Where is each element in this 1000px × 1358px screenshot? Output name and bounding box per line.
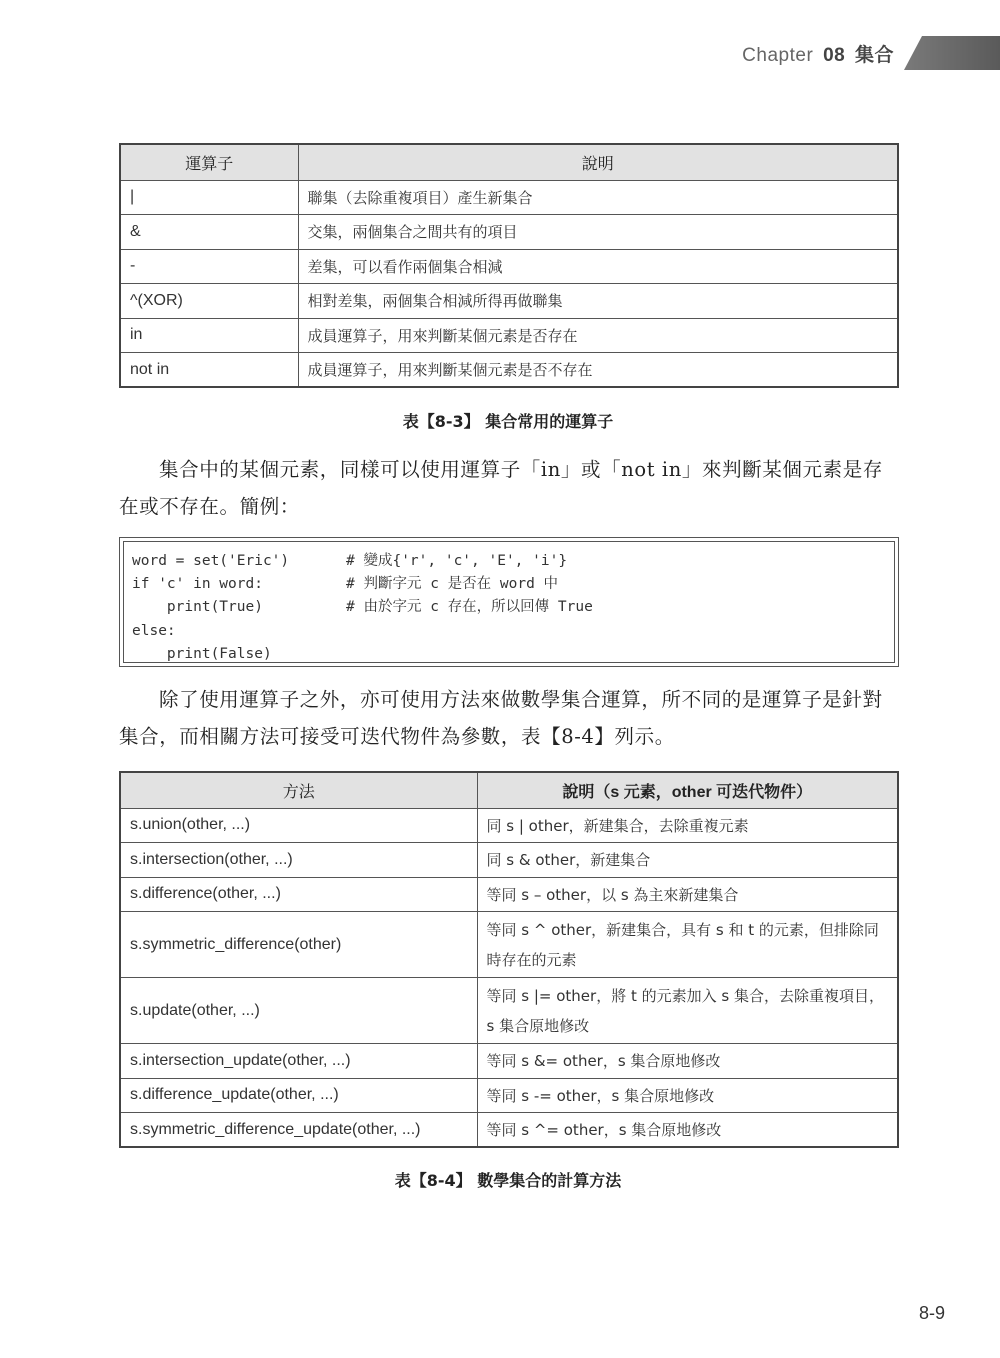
table-row: [120, 978, 898, 1044]
table-header-row: [120, 144, 898, 180]
methods-table: [119, 771, 899, 1148]
table-row: [120, 249, 898, 284]
method-cell: s.intersection_update(other, ...): [120, 1044, 477, 1079]
description-cell: 等同 s -= other，s 集合原地修改: [477, 1078, 898, 1113]
chapter-label: Chapter: [742, 44, 814, 66]
paragraph-methods: [119, 681, 901, 755]
method-cell: s.update(other, ...): [120, 978, 477, 1044]
table-row: [120, 877, 898, 912]
table-row: [120, 284, 898, 319]
description-cell: 成員運算子，用來判斷某個元素是否不存在: [298, 353, 898, 388]
operator-table: [119, 143, 899, 388]
operator-cell: in: [120, 318, 298, 353]
table-row: [120, 912, 898, 978]
column-header-method: 方法: [120, 772, 477, 808]
code-text: print(False): [132, 645, 272, 662]
table-row: [120, 1078, 898, 1113]
description-cell: 等同 s &= other，s 集合原地修改: [477, 1044, 898, 1079]
chapter-tab-bar: [904, 36, 1000, 70]
description-cell: 等同 s ^ other，新建集合，具有 s 和 t 的元素，但排除同時存在的元素: [477, 912, 898, 978]
page-number: 8-9: [918, 1303, 945, 1323]
method-cell: s.intersection(other, ...): [120, 843, 477, 878]
description-cell: 差集，可以看作兩個集合相減: [298, 249, 898, 284]
description-cell: 聯集（去除重複項目）產生新集合: [298, 180, 898, 215]
code-text: else:: [132, 622, 176, 639]
paragraph-membership: [119, 451, 901, 525]
column-header-description: 說明（s 元素，other 可迭代物件）: [477, 772, 898, 808]
description-cell: 同 s & other，新建集合: [477, 843, 898, 878]
table-caption-8-4: 表【8-4】 數學集合的計算方法: [394, 1171, 622, 1190]
description-cell: 同 s | other，新建集合，去除重複元素: [477, 808, 898, 843]
method-cell: s.symmetric_difference_update(other, ...): [120, 1113, 477, 1148]
table-caption-8-3: 表【8-3】 集合常用的運算子: [402, 412, 614, 431]
chapter-number: 08: [823, 44, 846, 66]
paragraph-text: 集合中的某個元素，同樣可以使用運算子「in」或「not in」來判斷某個元素是存在或不存在。簡例：: [119, 458, 883, 518]
operator-cell: |: [120, 180, 298, 215]
code-line: [132, 573, 886, 596]
description-cell: 相對差集，兩個集合相減所得再做聯集: [298, 284, 898, 319]
code-line: [132, 596, 886, 619]
chapter-header: [742, 36, 1000, 70]
operator-cell: &: [120, 215, 298, 250]
chapter-title: 集合: [854, 44, 894, 66]
paragraph-text: 除了使用運算子之外，亦可使用方法來做數學集合運算，所不同的是運算子是針對集合，而相關方法可接受可迭代物件為參數，表【8-4】列示。: [119, 688, 883, 748]
code-line: [132, 620, 886, 643]
table-row: [120, 353, 898, 388]
operator-cell: -: [120, 249, 298, 284]
description-cell: 等同 s ^= other，s 集合原地修改: [477, 1113, 898, 1148]
code-line: [132, 643, 886, 666]
description-cell: 等同 s |= other，將 t 的元素加入 s 集合，去除重複項目，s 集合原地修改: [477, 978, 898, 1044]
table-row: [120, 843, 898, 878]
code-text: word = set('Eric'): [132, 553, 290, 569]
description-cell: 交集，兩個集合之間共有的項目: [298, 215, 898, 250]
code-comment: # 變成{'r', 'c', 'E', 'i'}: [346, 553, 568, 569]
column-header-description: 說明: [298, 144, 898, 180]
table-row: [120, 1044, 898, 1079]
description-cell: 等同 s – other，以 s 為主來新建集合: [477, 877, 898, 912]
code-comment: # 由於字元 c 存在，所以回傳 True: [346, 599, 593, 616]
column-header-operator: 運算子: [120, 144, 298, 180]
method-cell: s.symmetric_difference(other): [120, 912, 477, 978]
code-text: print(True): [132, 599, 263, 616]
description-cell: 成員運算子，用來判斷某個元素是否存在: [298, 318, 898, 353]
method-cell: s.difference_update(other, ...): [120, 1078, 477, 1113]
table-row: [120, 215, 898, 250]
table-row: [120, 318, 898, 353]
code-example-box: [119, 537, 899, 667]
code-block: [123, 541, 895, 663]
code-line: [132, 550, 886, 573]
code-text: if 'c' in word:: [132, 576, 263, 593]
table-header-row: [120, 772, 898, 808]
method-cell: s.union(other, ...): [120, 808, 477, 843]
operator-cell: not in: [120, 353, 298, 388]
method-cell: s.difference(other, ...): [120, 877, 477, 912]
table-row: [120, 1113, 898, 1148]
table-row: [120, 808, 898, 843]
chapter-heading: [742, 40, 894, 67]
table-row: [120, 180, 898, 215]
operator-cell: ^(XOR): [120, 284, 298, 319]
code-comment: # 判斷字元 c 是否在 word 中: [346, 576, 559, 593]
